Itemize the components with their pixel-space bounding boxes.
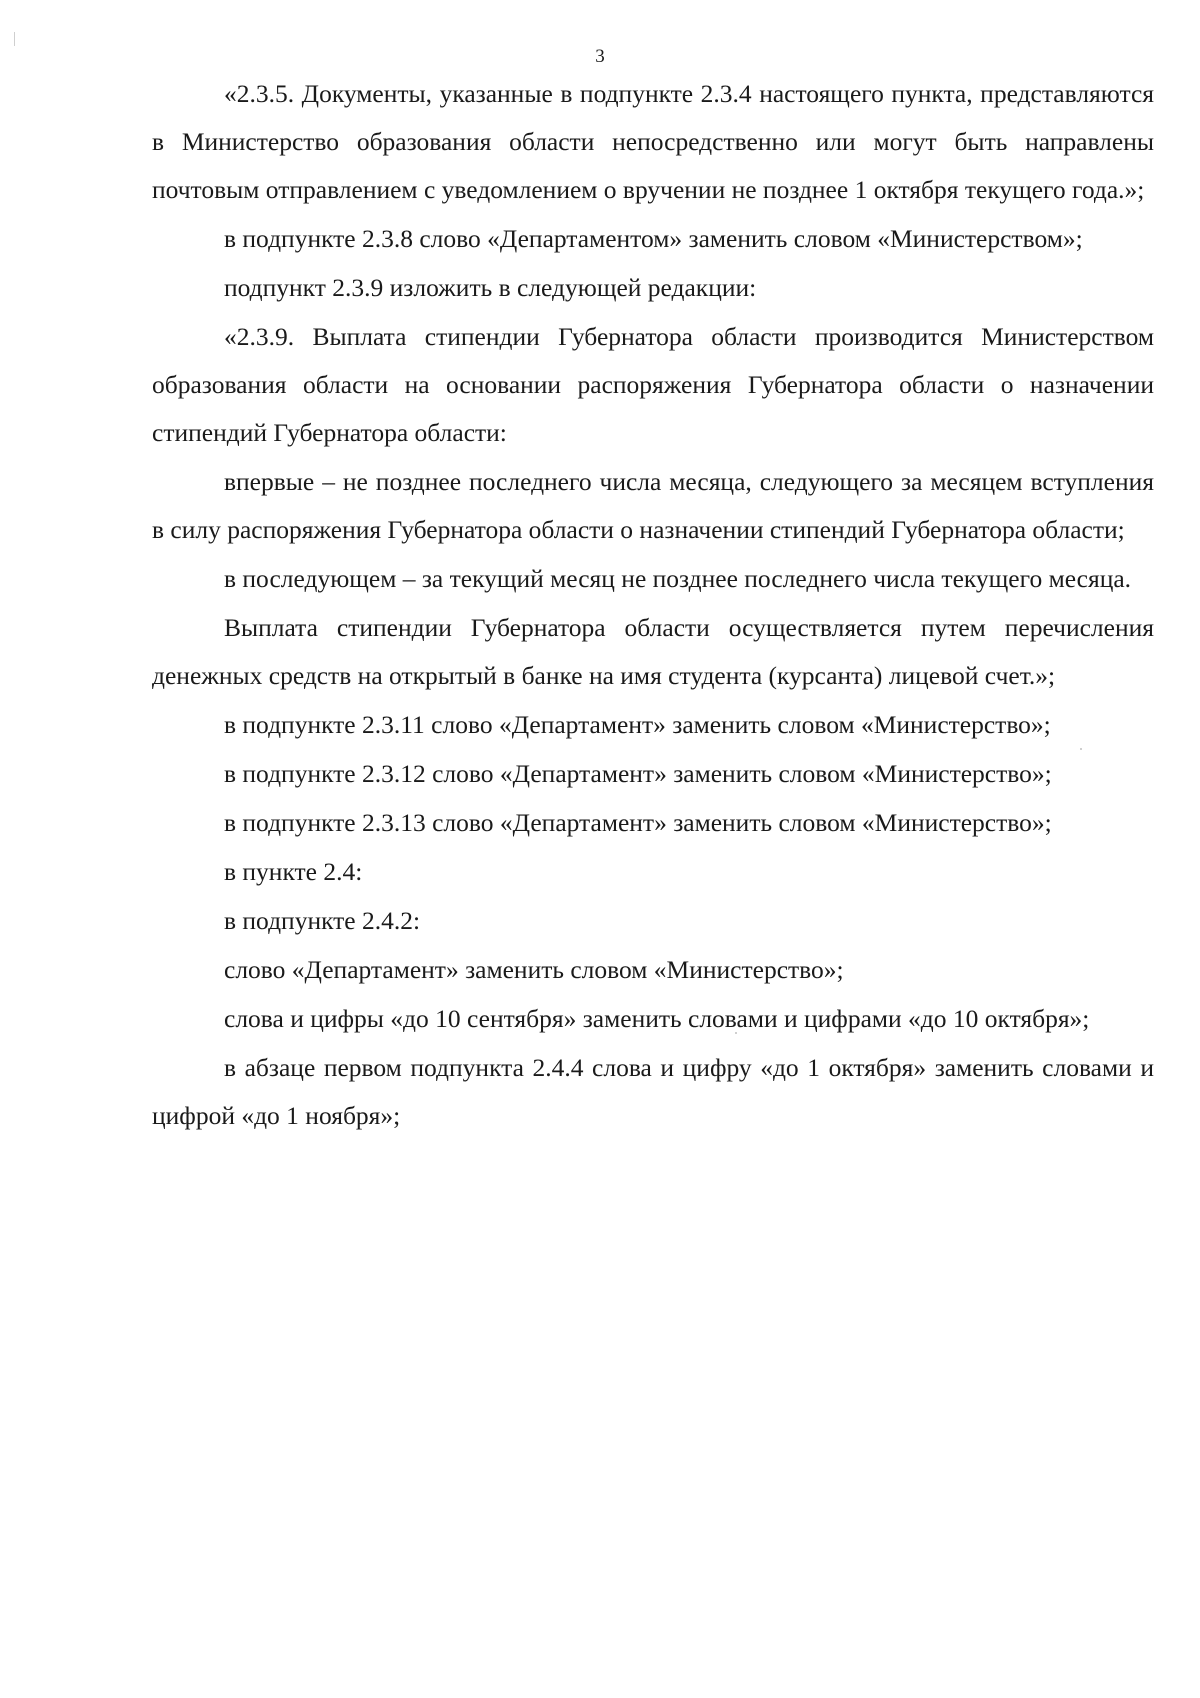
paragraph-2-3-9-intro: подпункт 2.3.9 изложить в следующей редакции: [224,273,757,302]
paragraph-2-3-5: «2.3.5. Документы, указанные в подпункте 2.3.4 настоящего пункта, представляются в Министерство образования области непосредственно или могут быть направлены почтовым отправлением с уведомлением о вручении не позднее 1 октября текущего года.»; [152,79,1154,204]
scan-artifact [14,32,15,46]
document-body [152,70,1154,1141]
paragraph-2-3-11-amendment: в подпункте 2.3.11 слово «Департамент» заменить словом «Министерство»; [224,710,1051,739]
paragraph-item-2-4: в пункте 2.4: [224,857,363,886]
paragraph-payment-method: Выплата стипендии Губернатора области осуществляется путем перечисления денежных средств на открытый в банке на имя студента (курсанта) лицевой счет.»; [152,613,1154,690]
page-number: 3 [595,46,605,67]
paragraph-2-3-8-amendment: в подпункте 2.3.8 слово «Департаментом» заменить словом «Министерством»; [224,224,1083,253]
paragraph-first-payment: впервые – не позднее последнего числа месяца, следующего за месяцем вступления в силу распоряжения Губернатора области о назначении стипендий Губернатора области; [152,467,1154,544]
paragraph-date-replacement-october: слова и цифры «до 10 сентября» заменить словами и цифрами «до 10 октября»; [224,1004,1090,1033]
paragraph-subitem-2-4-2: в подпункте 2.4.2: [224,906,421,935]
paragraph-2-4-4-amendment: в абзаце первом подпункта 2.4.4 слова и цифру «до 1 октября» заменить словами и цифрой «до 1 ноября»; [152,1053,1154,1130]
paragraph-subsequent-payment: в последующем – за текущий месяц не позднее последнего числа текущего месяца. [224,564,1132,593]
paragraph-word-replacement: слово «Департамент» заменить словом «Министерство»; [224,955,844,984]
paragraph-2-3-9: «2.3.9. Выплата стипендии Губернатора области производится Министерством образования области на основании распоряжения Губернатора области о назначении стипендий Губернатора области: [152,322,1154,447]
paragraph-2-3-13-amendment: в подпункте 2.3.13 слово «Департамент» заменить словом «Министерство»; [224,808,1052,837]
paragraph-2-3-12-amendment: в подпункте 2.3.12 слово «Департамент» заменить словом «Министерство»; [224,759,1052,788]
